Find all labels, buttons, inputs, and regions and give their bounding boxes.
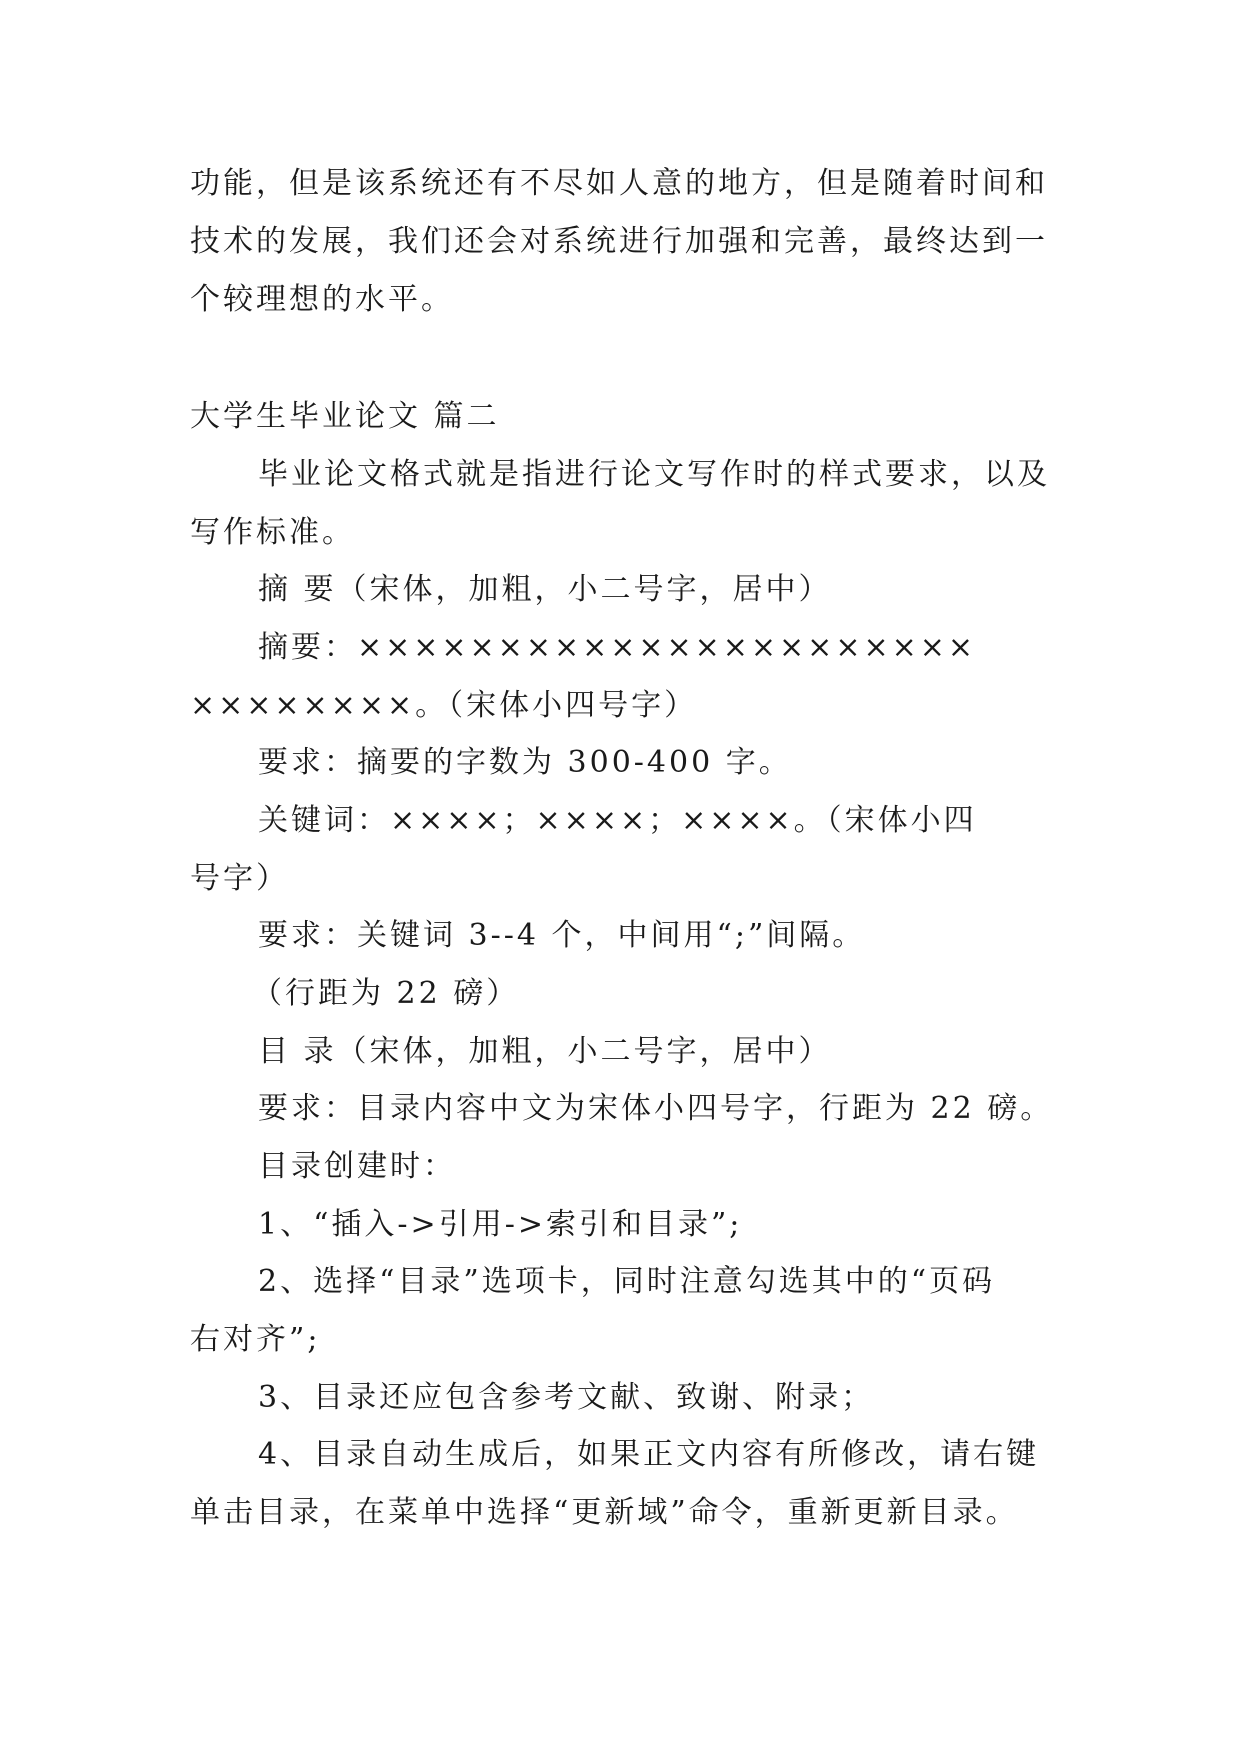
paragraph-line: 目录创建时：	[258, 1149, 456, 1184]
paragraph-line: 号字）	[190, 861, 289, 896]
paragraph-line: 要求：目录内容中文为宋体小四号字，行距为 22 磅。	[258, 1091, 1054, 1126]
paragraph-line: 关键词：××××；××××；××××。（宋体小四	[258, 803, 977, 838]
paragraph-line: 2、选择“目录”选项卡，同时注意勾选其中的“页码	[258, 1264, 996, 1299]
paragraph-line: 3、目录还应包含参考文献、致谢、附录；	[258, 1380, 875, 1415]
paragraph-line: 摘 要（宋体，加粗，小二号字，居中）	[258, 572, 832, 607]
paragraph-line: ××××××××。（宋体小四号字）	[190, 688, 698, 723]
paragraph-line: 要求：摘要的字数为 300-400 字。	[258, 745, 792, 780]
paragraph-line: （行距为 22 磅）	[252, 976, 520, 1011]
section-heading: 大学生毕业论文 篇二	[190, 399, 500, 434]
paragraph-line: 要求：关键词 3--4 个，中间用“;”间隔。	[258, 918, 866, 953]
paragraph-line: 摘要：××××××××××××××××××××××	[258, 630, 977, 665]
paragraph-line: 4、目录自动生成后，如果正文内容有所修改，请右键	[258, 1437, 1040, 1472]
paragraph-line: 个较理想的水平。	[190, 282, 454, 317]
paragraph-line: 毕业论文格式就是指进行论文写作时的样式要求，以及	[258, 457, 1050, 492]
paragraph-line: 功能，但是该系统还有不尽如人意的地方，但是随着时间和	[190, 166, 1048, 201]
paragraph-line: 写作标准。	[190, 515, 355, 550]
paragraph-line: 右对齐”;	[190, 1322, 321, 1357]
paragraph-line: 单击目录，在菜单中选择“更新域”命令，重新更新目录。	[190, 1495, 1019, 1530]
paragraph-line: 技术的发展，我们还会对系统进行加强和完善，最终达到一	[190, 224, 1048, 259]
paragraph-line: 1、“插入->引用->索引和目录”;	[258, 1207, 743, 1242]
paragraph-line: 目 录（宋体，加粗，小二号字，居中）	[258, 1034, 832, 1069]
